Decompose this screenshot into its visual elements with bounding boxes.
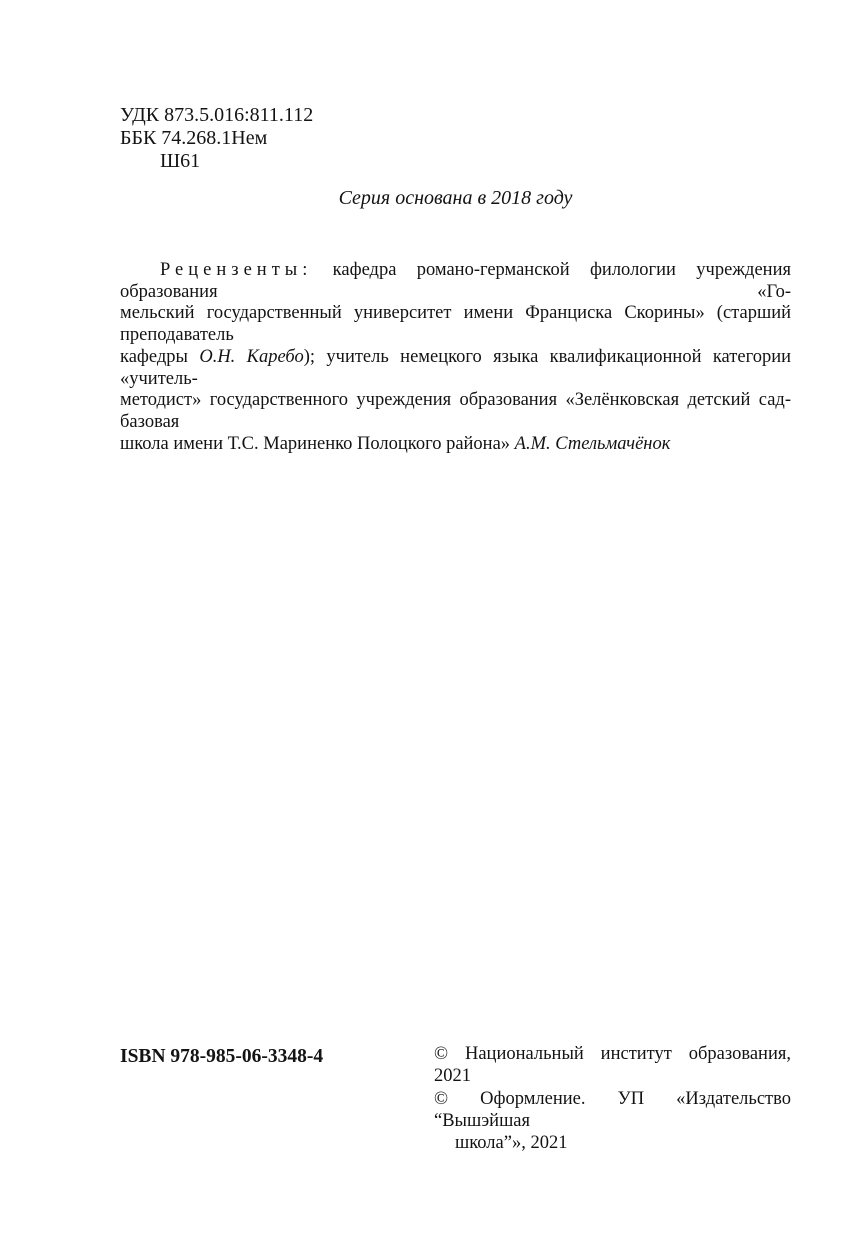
reviewers-text: кафедра романо-германской филологии учреждения образования «Го- — [120, 260, 791, 302]
reviewers-text: кафедры — [120, 346, 200, 367]
reviewers-line-3 — [120, 347, 791, 390]
classification-block — [120, 104, 313, 173]
reviewers-text: ); учитель немецкого языка квалификационной категории «учитель- — [120, 346, 791, 389]
reviewers-label: Рецензенты: — [160, 260, 313, 280]
reviewer-name: О.Н. Каребо — [199, 346, 304, 367]
imprint-block — [120, 1043, 791, 1154]
copyright-line-2: © Оформление. УП «Издательство “Вышэйшая — [434, 1088, 791, 1131]
reviewers-text: школа имени Т.С. Мариненко Полоцкого района» — [120, 433, 515, 454]
reviewers-text: методист» государственного учреждения образования «Зелёнковская детский сад-базовая — [120, 390, 791, 432]
udc-code: УДК 873.5.016:811.112 — [120, 104, 314, 126]
reviewer-name: А.М. Стельмачёнок — [514, 433, 671, 454]
reviewers-line-4 — [120, 390, 791, 433]
author-sign: Ш61 — [160, 150, 201, 172]
copyright-line-3: школа”», 2021 — [455, 1133, 568, 1154]
reviewers-line-5 — [120, 434, 791, 456]
bbc-code: ББК 74.268.1Нем — [120, 127, 268, 149]
isbn: ISBN 978-985-06-3348-4 — [120, 1046, 324, 1067]
copyright-block — [434, 1043, 791, 1154]
reviewers-paragraph — [120, 260, 791, 455]
reviewers-text: мельский государственный университет имени Франциска Скорины» (старший преподаватель — [120, 303, 791, 346]
reviewers-line-1 — [120, 260, 791, 303]
series-note: Серия основана в 2018 году — [338, 187, 573, 209]
copyright-line-1: © Национальный институт образования, 2021 — [434, 1044, 791, 1087]
reviewers-line-2 — [120, 303, 791, 346]
